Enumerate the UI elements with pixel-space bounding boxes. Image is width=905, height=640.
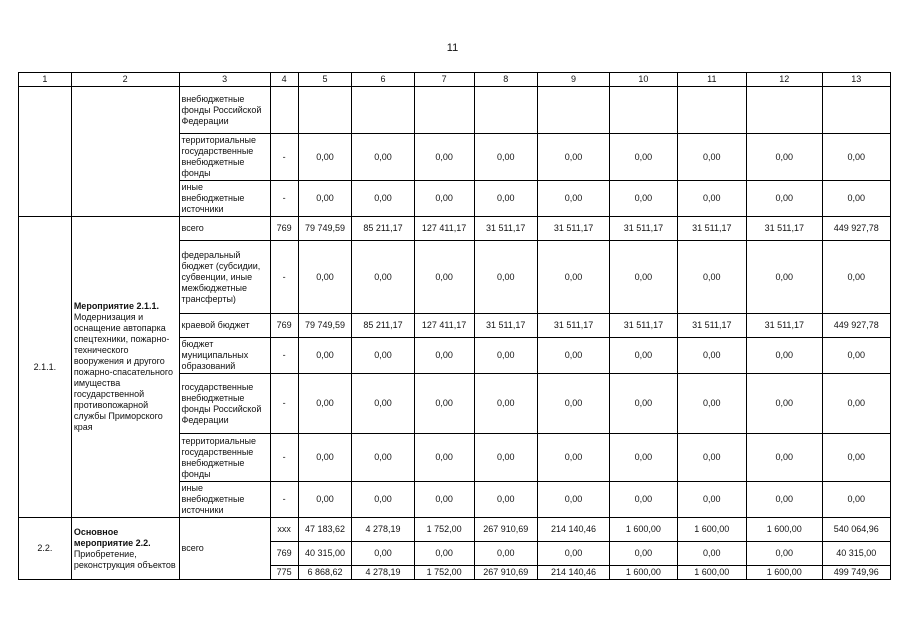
value-cell: 1 752,00 <box>414 518 474 542</box>
value-cell: 0,00 <box>677 338 746 374</box>
value-cell: 0,00 <box>822 374 890 434</box>
value-cell: 0,00 <box>352 241 414 314</box>
code-cell: 769 <box>270 217 298 241</box>
value-cell: 449 927,78 <box>822 217 890 241</box>
value-cell: 0,00 <box>352 482 414 518</box>
source-cell: иные внебюджетные источники <box>179 482 270 518</box>
value-cell: 0,00 <box>298 482 352 518</box>
value-cell: 0,00 <box>822 134 890 181</box>
value-cell: 127 411,17 <box>414 217 474 241</box>
value-cell: 0,00 <box>537 374 609 434</box>
value-cell: 0,00 <box>298 374 352 434</box>
code-cell: xxx <box>270 518 298 542</box>
value-cell: 79 749,59 <box>298 314 352 338</box>
header-cell: 8 <box>474 73 537 87</box>
value-cell: 0,00 <box>474 181 537 217</box>
value-cell: 0,00 <box>677 181 746 217</box>
value-cell: 0,00 <box>746 434 822 482</box>
value-cell: 0,00 <box>677 434 746 482</box>
budget-table <box>18 72 891 580</box>
value-cell: 540 064,96 <box>822 518 890 542</box>
header-cell: 2 <box>71 73 179 87</box>
code-cell: 769 <box>270 542 298 566</box>
value-cell: 79 749,59 <box>298 217 352 241</box>
value-cell: 0,00 <box>746 241 822 314</box>
value-cell: 1 600,00 <box>677 518 746 542</box>
value-cell: 0,00 <box>298 338 352 374</box>
value-cell: 0,00 <box>352 434 414 482</box>
item-description: Модернизация и оснащение автопарка спецтехники, пожарно-технического вооружения и другого пожарно-спасательного имущества государственной противопожарной службы Приморского края <box>73 312 174 432</box>
value-cell: 0,00 <box>414 241 474 314</box>
value-cell: 0,00 <box>677 374 746 434</box>
value-cell: 0,00 <box>537 134 609 181</box>
value-cell: 1 600,00 <box>610 566 677 580</box>
value-cell: 1 752,00 <box>414 566 474 580</box>
value-cell: 31 511,17 <box>610 314 677 338</box>
value-cell: 0,00 <box>537 181 609 217</box>
value-cell: 0,00 <box>414 374 474 434</box>
source-cell: внебюджетные фонды Российской Федерации <box>179 87 270 134</box>
value-cell: 0,00 <box>746 374 822 434</box>
value-cell: 0,00 <box>537 482 609 518</box>
value-cell: 4 278,19 <box>352 566 414 580</box>
value-cell: 1 600,00 <box>610 518 677 542</box>
value-cell: 0,00 <box>822 241 890 314</box>
value-cell: 31 511,17 <box>537 217 609 241</box>
source-cell: всего <box>179 217 270 241</box>
code-cell: - <box>270 338 298 374</box>
value-cell: 31 511,17 <box>746 314 822 338</box>
value-cell: 0,00 <box>474 482 537 518</box>
empty-cell <box>19 87 72 217</box>
header-row <box>19 73 891 87</box>
value-cell: 0,00 <box>414 482 474 518</box>
value-cell: 4 278,19 <box>352 518 414 542</box>
value-cell: 1 600,00 <box>677 566 746 580</box>
value-cell: 31 511,17 <box>537 314 609 338</box>
header-cell: 5 <box>298 73 352 87</box>
value-cell: 0,00 <box>352 374 414 434</box>
value-cell: 0,00 <box>610 482 677 518</box>
header-cell: 6 <box>352 73 414 87</box>
value-cell: 0,00 <box>677 482 746 518</box>
value-cell: 0,00 <box>352 338 414 374</box>
value-cell: 267 910,69 <box>474 518 537 542</box>
value-cell: 0,00 <box>414 434 474 482</box>
value-cell: 0,00 <box>610 374 677 434</box>
item-title: Мероприятие 2.1.1. <box>73 301 159 311</box>
value-cell: 0,00 <box>746 134 822 181</box>
source-cell: бюджет муниципальных образований <box>179 338 270 374</box>
value-cell: 0,00 <box>474 434 537 482</box>
header-cell: 9 <box>537 73 609 87</box>
value-cell: 47 183,62 <box>298 518 352 542</box>
table-row <box>19 518 891 542</box>
value-cell: 0,00 <box>414 542 474 566</box>
value-cell: 31 511,17 <box>610 217 677 241</box>
header-cell: 11 <box>677 73 746 87</box>
value-cell: 0,00 <box>610 434 677 482</box>
value-cell: 0,00 <box>746 181 822 217</box>
value-cell: 0,00 <box>414 338 474 374</box>
value-cell: 0,00 <box>537 241 609 314</box>
value-cell: 0,00 <box>352 542 414 566</box>
code-cell: - <box>270 134 298 181</box>
code-cell: - <box>270 241 298 314</box>
value-cell: 40 315,00 <box>298 542 352 566</box>
value-cell: 85 211,17 <box>352 217 414 241</box>
table-row <box>19 217 891 241</box>
item-number: 2.2. <box>19 518 72 580</box>
item-number: 2.1.1. <box>19 217 72 518</box>
value-cell: 0,00 <box>746 542 822 566</box>
header-cell: 3 <box>179 73 270 87</box>
code-cell: - <box>270 181 298 217</box>
value-cell: 214 140,46 <box>537 566 609 580</box>
value-cell: 0,00 <box>677 134 746 181</box>
value-cell: 0,00 <box>822 434 890 482</box>
code-cell: - <box>270 374 298 434</box>
value-cell: 0,00 <box>610 338 677 374</box>
value-cell: 0,00 <box>414 134 474 181</box>
header-cell: 1 <box>19 73 72 87</box>
value-cell: 449 927,78 <box>822 314 890 338</box>
value-cell: 0,00 <box>822 181 890 217</box>
value-cell: 0,00 <box>298 241 352 314</box>
value-cell: 0,00 <box>677 241 746 314</box>
value-cell: 0,00 <box>474 374 537 434</box>
value-cell: 0,00 <box>746 482 822 518</box>
value-cell: 40 315,00 <box>822 542 890 566</box>
value-cell: 127 411,17 <box>414 314 474 338</box>
value-cell: 0,00 <box>610 181 677 217</box>
header-cell: 13 <box>822 73 890 87</box>
header-cell: 10 <box>610 73 677 87</box>
item-title: Основное мероприятие 2.2. <box>73 526 151 548</box>
value-cell: 214 140,46 <box>537 518 609 542</box>
header-cell: 7 <box>414 73 474 87</box>
value-cell: 85 211,17 <box>352 314 414 338</box>
value-cell: 0,00 <box>298 134 352 181</box>
value-cell: 499 749,96 <box>822 566 890 580</box>
value-cell: 0,00 <box>610 241 677 314</box>
value-cell: 1 600,00 <box>746 566 822 580</box>
value-cell: 0,00 <box>474 241 537 314</box>
source-cell: краевой бюджет <box>179 314 270 338</box>
value-cell: 1 600,00 <box>746 518 822 542</box>
source-cell: иные внебюджетные источники <box>179 181 270 217</box>
value-cell: 0,00 <box>298 434 352 482</box>
value-cell: 31 511,17 <box>474 217 537 241</box>
value-cell: 6 868,62 <box>298 566 352 580</box>
header-cell: 4 <box>270 73 298 87</box>
item-description: Приобретение, реконструкция объектов <box>73 548 176 570</box>
code-cell: 769 <box>270 314 298 338</box>
value-cell: 0,00 <box>746 338 822 374</box>
value-cell: 0,00 <box>537 542 609 566</box>
empty-cell <box>71 87 179 217</box>
value-cell: 0,00 <box>537 434 609 482</box>
value-cell: 0,00 <box>474 338 537 374</box>
source-cell: территориальные государственные внебюджетные фонды <box>179 134 270 181</box>
item-name-cell <box>71 518 179 580</box>
source-cell: государственные внебюджетные фонды Российской Федерации <box>179 374 270 434</box>
table-row <box>19 87 891 134</box>
value-cell: 0,00 <box>474 542 537 566</box>
value-cell: 31 511,17 <box>746 217 822 241</box>
value-cell: 0,00 <box>298 181 352 217</box>
value-cell: 0,00 <box>537 338 609 374</box>
source-cell: территориальные государственные внебюджетные фонды <box>179 434 270 482</box>
value-cell: 31 511,17 <box>474 314 537 338</box>
value-cell: 0,00 <box>352 181 414 217</box>
value-cell: 0,00 <box>822 338 890 374</box>
value-cell: 0,00 <box>677 542 746 566</box>
value-cell: 0,00 <box>352 134 414 181</box>
item-name-cell <box>71 217 179 518</box>
value-cell: 0,00 <box>414 181 474 217</box>
value-cell: 0,00 <box>822 482 890 518</box>
value-cell: 0,00 <box>610 542 677 566</box>
source-cell: федеральный бюджет (субсидии, субвенции, иные межбюджетные трансферты) <box>179 241 270 314</box>
header-cell: 12 <box>746 73 822 87</box>
value-cell: 267 910,69 <box>474 566 537 580</box>
source-cell: всего <box>179 518 270 580</box>
code-cell: 775 <box>270 566 298 580</box>
value-cell: 31 511,17 <box>677 314 746 338</box>
value-cell: 0,00 <box>474 134 537 181</box>
value-cell: 0,00 <box>610 134 677 181</box>
code-cell: - <box>270 434 298 482</box>
code-cell: - <box>270 482 298 518</box>
page-number: 11 <box>446 42 459 54</box>
value-cell: 31 511,17 <box>677 217 746 241</box>
